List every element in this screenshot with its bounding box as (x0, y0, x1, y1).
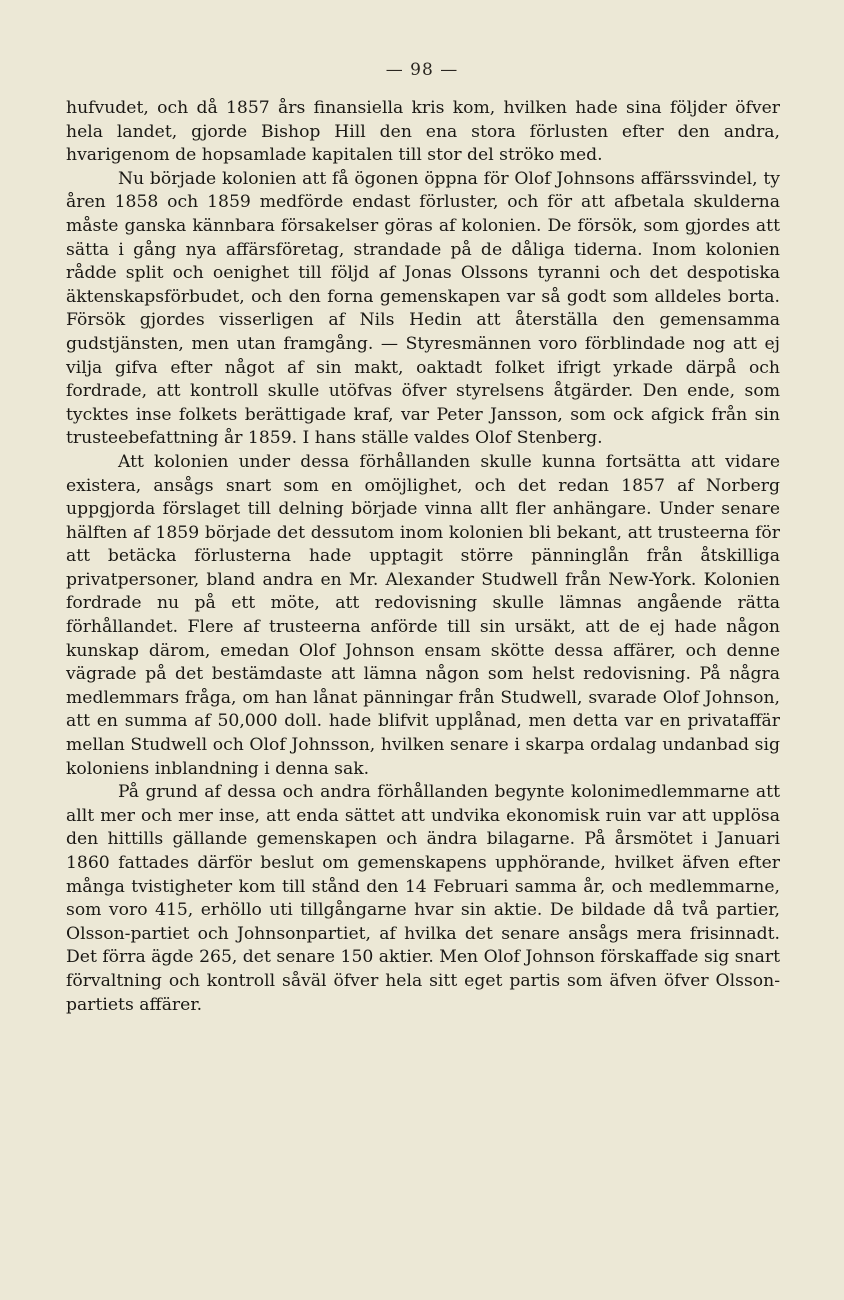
paragraph-1: hufvudet, och då 1857 års finansiella kris kom, hvilken hade sina följder öfver hela landet, gjorde Bishop Hill den ena stora förlusten efter den andra, hvarigenom de hopsamlade kapitalen till stor del ströko med. (66, 98, 780, 166)
page-number: — 98 — (385, 60, 459, 80)
paragraph-2: Nu började kolonien att få ögonen öppna för Olof Johnsons affärssvindel, ty åren 1858 och 1859 medförde endast förluster, och för att afbetala skulderna måste ganska kännbara försakelser göras af kolonien. De försök, som gjordes att sätta i gång nya affärsföretag, strandade på de dåliga tiderna. Inom kolonien rådde split och oenighet till följd af Jonas Olssons tyranni och det despotiska äktenskapsförbudet, och den forna gemenskapen var så godt som alldeles borta. Försök gjordes visserligen af Nils Hedin att återställa den gemensamma gudstjänsten, men utan framgång. — Styresmännen voro förblindade nog att ej vilja gifva efter något af sin makt, oaktadt folket ifrigt yrkade därpå och fordrade, att kontroll skulle utöfvas öfver styrelsens åtgärder. Den ende, som tycktes inse folkets berättigade kraf, var Peter Jansson, som ock afgick från sin trusteebefattning år 1859. I hans ställe valdes Olof Stenberg. (66, 168, 780, 449)
paragraph-4: På grund af dessa och andra förhållanden begynte kolonimedlemmarne att allt mer och mer inse, att enda sättet att undvika ekonomisk ruin var att upplösa den hittills gällande gemenskapen och ändra bilagarne. På årsmötet i Januari 1860 fattades därför beslut om gemenskapens upphörande, hvilket äfven efter många tvistigheter kom till stånd den 14 Februari samma år, och medlemmarne, som voro 415, erhöllo uti tillgångarne hvar sin aktie. De bildade då två partier, Olsson-partiet och Johnsonpartiet, af hvilka det senare ansågs mera frisinnadt. Det förra ägde 265, det senare 150 aktier. Men Olof Johnson förskaffade sig snart förvaltning och kontroll såväl öfver hela sitt eget partis som äfven öfver Olsson-partiets affärer. (66, 782, 780, 1015)
paragraph-3: Att kolonien under dessa förhållanden skulle kunna fortsätta att vidare existera, ansågs snart som en omöjlighet, och det redan 1857 af Norberg uppgjorda förslaget till delning började vinna allt fler anhängare. Under senare hälften af 1859 började det dessutom inom kolonien bli bekant, att trusteerna för att betäcka förlusterna hade upptagit större pänninglån från åtskilliga privatpersoner, bland andra en Mr. Alexander Studwell från New-York. Kolonien fordrade nu på ett möte, att redovisning skulle lämnas angående rätta förhållandet. Flere af trusteerna anförde till sin ursäkt, att de ej hade någon kunskap därom, emedan Olof Johnson ensam skötte dessa affärer, och denne vägrade på det bestämdaste att lämna någon som helst redovisning. På några medlemmars fråga, om han lånat pänningar från Studwell, svarade Olof Johnson, att en summa af 50,000 doll. hade blifvit upplånad, men detta var en privataffär mellan Studwell och Olof Johnsson, hvilken senare i skarpa ordalag undanbad sig koloniens inblandning i denna sak. (66, 451, 780, 779)
body-text (66, 97, 780, 1017)
